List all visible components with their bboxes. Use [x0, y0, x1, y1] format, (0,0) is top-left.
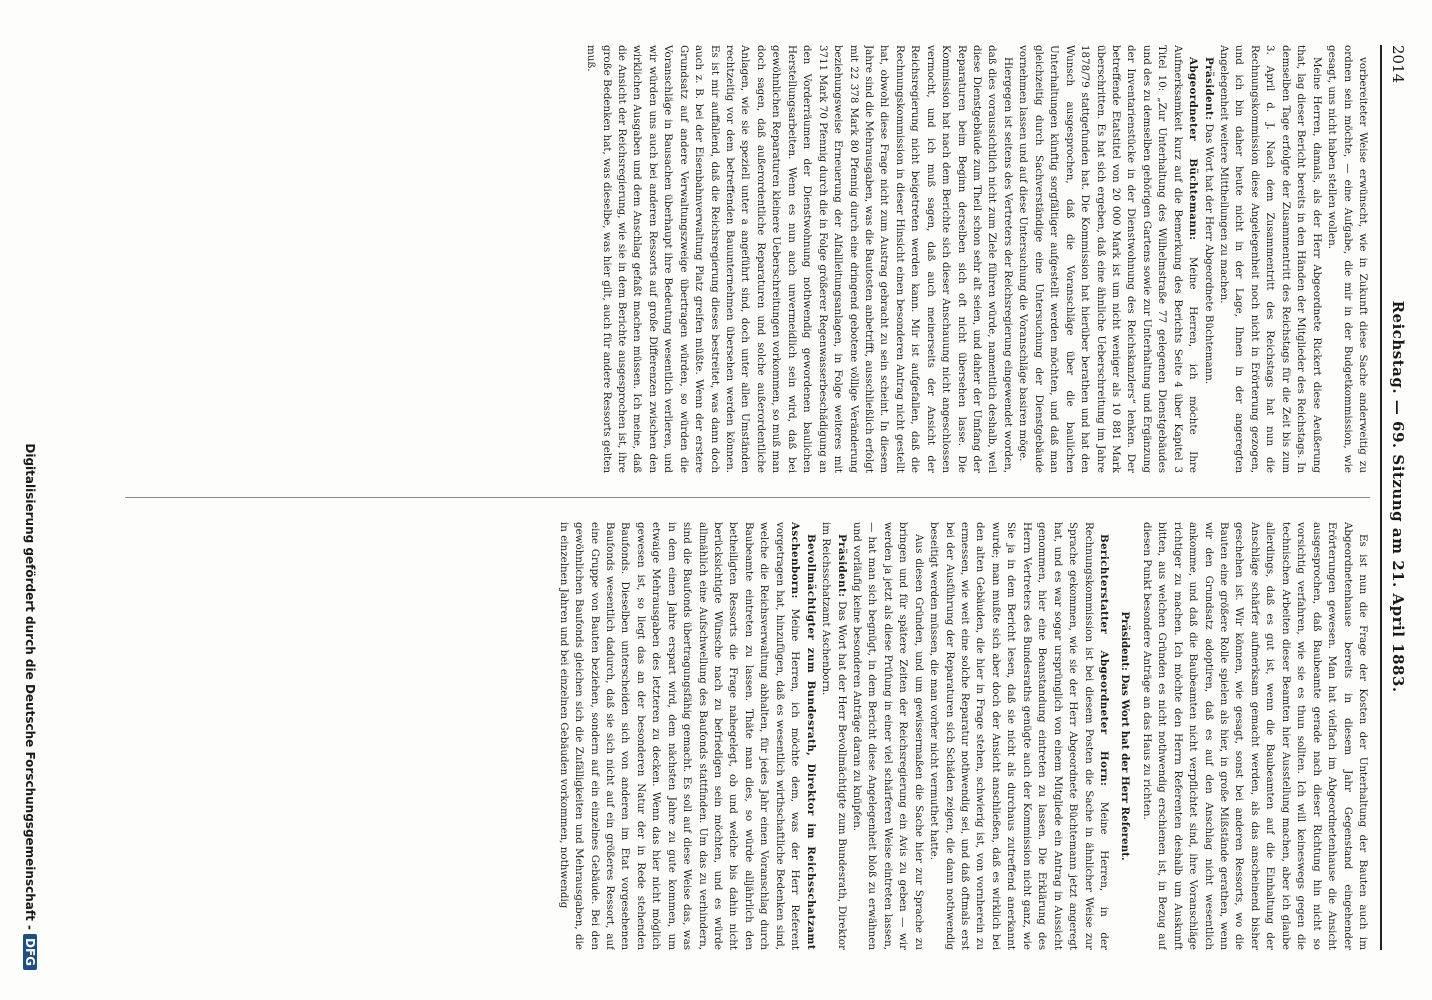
digitization-credit — [23, 0, 37, 1000]
speaker-paragraph — [818, 522, 849, 950]
speaker-paragraph — [1015, 45, 1200, 473]
paragraph: Meine Herren, damals, als der Herr Abgeordnete Rickert diese Aeußerung that, lag dieser Bericht bereits in den Händen der Mitglieder des Reichstags. In demselben Tage erfolgte der Zusammentritt des Reichstags für die Zeit bis zum 3. April d. J. Nach dem Zusammentritt des Reichstags hat nun die Rechnungskommission diese Angelegenheit noch nicht in Erörterung gezogen, und ich bin daher heute nicht in der Lage, Ihnen in der angeregten Angelegenheit weitere Mittheilungen zu machen. — [1218, 45, 1323, 473]
column-divider — [125, 497, 1370, 498]
speaker-paragraph — [1200, 45, 1215, 473]
speaker-paragraph — [555, 522, 817, 950]
speech-text: Meine Herren, ich möchte Ihre Aufmerksamkeit kurz auf die Bemerkung des Berichts Seite 4 über Kapitel 3 Titel 10: „Zur Unterhaltung des Wilhelmstraße 77 gelegenen Dienstgebäudes und des zu demselben gehörigen Gartens sowie zur Unterhaltung und Ergänzung der Inventarienstücke in der Dienstwohnung des Reichskanzlers“ lenken. Der betreffende Etatstitel von 20 000 Mark ist um nicht weniger als 10 881 Mark überschritten. Es hat sich ergeben, daß eine ähnliche Ueberschreitung im Jahre 1878/79 stattgefunden hat. Die Kommission hat hierüber berathen und hat den Wunsch ausgesprochen, daß die Voranschläge über die baulichen Unterhaltungen künftig sorgfältiger aufgestellt werden möchten, und daß man gleichzeitig durch Sachverständige eine Untersuchung der Dienstgebäude vornehmen lassen und auf diese Untersuchung die Voranschläge basiren möge. — [1017, 45, 1200, 473]
speech-text: Meine Herren, ich möchte dem, was der Herr Referent vorgetragen hat, hinzufügen, daß es wesentlich wirthschaftliche Bedenken sind, welche die Reichsverwaltung abhalten, für jedes Jahr einen Voranschlag durch Baubeamte eintreten zu lassen. Thäte man dies, so würde alljährlich den betheiligten Ressorts die Frage nahegelegt, ob und welche bis dahin nicht berücksichtigte Wünsche nach zu befriedigen sein möchten, und es würde allmählich eine Aufschwellung des Baufonds stattfinden. Um das zu verhindern, sind die Baufonds übertragungsfähig gemacht. Es soll auf diese Weise das, was in dem einen Jahre erspart wird, dem nächsten Jahre zu gute kommen, um etwaige Mehrausgaben des letzteren zu decken. Wenn das hier nicht möglich gewesen ist, so liegt das an der besonderen Natur der in Rede stehenden Baufonds. Dieselben unterscheiden sich von anderen im Etat vorgesehenen Baufonds wesentlich dadurch, daß sie sich nicht auf ein größeres Ressort, auf eine Gruppe von Bauten beziehen, sondern auf ein einzelnes Gebäude. Bei den gewöhnlichen Baufonds gleichen sich die Zufälligkeiten und Mehrausgaben, die in einzelnen Jahren und bei einzelnen Gebäuden vorkommen, nothwendig — [557, 522, 802, 950]
dfg-logo: DFG — [23, 934, 37, 970]
speaker-name: Berichterstatter Abgeordneter Horn: — [1098, 534, 1110, 787]
speech-text: Das Wort hat der Herr Abgeordnete Büchtemann. — [1202, 120, 1215, 385]
paragraph: Hiergegen ist seitens des Vertreters der Reichsregierung eingewendet worden, daß dies voraussichtlich nicht zum Ziele führen würde, namentlich deshalb, weil diese Dienstgebäude zum Theil schon sehr alt seien, und daher der Umfang der Reparaturen beim Beginn derselben sich oft nicht übersehen lasse. Die Kommission hat nach dem Berichte sich dieser Anschauung nicht angeschlossen vermocht, und ich muß sagen, daß auch meinerseits der Ansicht der Reichsregierung nicht beigetreten werden kann. Mir ist aufgefallen, daß die Rechnungskommission in dieser Hinsicht einen besonderen Antrag nicht gestellt hat, obwohl diese Frage nicht zum Austrag gebracht zu sein scheint. In diesem Jahre sind die Mehrausgaben, was die Bautosten anbetrifft, ausschließlich erfolgt mit 22 378 Mark 80 Pfennig durch eine dringend gebotene völlige Veränderung beziehungsweise Erneuerung der Alfallleitungsanlagen, in Folge weiteres mit 3711 Mark 70 Pfennig durch die in Folge größerer Regenwasserbeschädigung an den Vorderräumen der Dienstwohnung nothwendig gewordenen baulichen Herstellungsarbeiten. Wenn es nun auch unvermeidlich sein wird, daß bei gewöhnlichen Reparaturen kleinere Ueberschreitungen vorkommen, so muß man doch sagen, daß außerordentliche Reparaturen und solche außerordentliche Anlagen, wie sie speziell unter a angeführt sind, doch unter allen Umständen rechtzeitig vor dem betreffenden Bauunternehmen übersehen werden können. Es ist mir auffallend, daß die Reichsregierung dieses bestreitet, was dann doch auch z. B. bei der Eisenbahnverwaltung Platz greifen müßte. Wenn der erstere Grundsatz auf andere Verwaltungszweige übertragen würden, so würden die Voranschläge in Bausachen überhaupt ihre Bedeutung wesentlich verlieren, und wir würden uns auch bei anderen Ressorts auf große Differenzen zwischen den wirklichen Ausgaben und dem Anschlag gefaßt machen müssen. Ich meine, daß die Ansicht der Reichsregierung, wie sie in dem Berichte ausgesprochen ist, ihre große Bedenken hat, was dieselbe, was hier gilt, auch für andere Ressorts gelten muß. — [585, 45, 1014, 473]
speaker-paragraph — [926, 522, 1111, 950]
speaker-name: Präsident: — [835, 534, 848, 598]
speech-text: Das Wort hat der Herr Bevollmächtigte zum Bundesrath, Direktor im Reichsschatzamt Aschenborn. — [820, 522, 848, 950]
credit-text: Digitalisierung gefördert durch die Deutsche Forschungsgemeinschaft - — [23, 443, 37, 930]
page-number: 2014 — [1389, 45, 1407, 84]
page-title: Reichstag. — 69. Sitzung am 21. April 1883. — [1389, 300, 1407, 693]
paragraph: Aus diesen Gründen, und um gewissermaßen die Sache hier zur Sprache zu bringen und für spätere Zeiten der Reichsregierung ein Avis zu geben — wir werden ja jetzt als diese Prüfung in einer viel schärferen Weise eintreten lassen, — hat man sich begnügt, in dem Bericht diese Angelegenheit bloß zu erwähnen und vorläufig keine besonderen Anträge daran zu knüpfen. — [851, 522, 925, 950]
speaker-name: Präsident: — [1202, 57, 1215, 121]
paragraph: Es ist nun die Frage der Kosten der Unterhaltung der Bauten auch im Abgeordnetenhause bereits in diesem Jahr Gegenstand eingehender Erörterungen gewesen. Man hat vielfach im Abgeordnetenhause die Ansicht ausgesprochen, daß Baubeamte gerade nach dieser Richtung hin nicht so vorsichtig verfahren, wie sie es thun sollten. Ich will keineswegs gegen die technischen Arbeiten dieser Beamten hier Ausstellung machen, aber ich glaube allerdings, daß es gut ist, wenn die Baubeamten auf die Einhaltung der Anschläge schärfer aufmerksam gemacht werden, als das anscheinend bisher geschehen ist. Wir können, wie gesagt, sonst bei anderen Ressorts, wo die Bauten eine größere Rolle spielen als hier, in große Mißstände gerathen, wenn wir den Grundsatz adoptiren, daß es auf den Anschlag nicht wesentlich ankomme, und daß die Baubeamten nicht verpflichtet sind, ihre Voranschläge richtiger zu machen. Ich möchte den Herrn Referenten deshalb um Auskunft bitten, aus welchen Gründen es nicht nothwendig erschienen ist, in Bezug auf diesen Punkt besondere Anträge an das Haus zu richten. — [1140, 522, 1369, 950]
right-column — [125, 522, 1370, 950]
speaker-name: Bevollmächtigter zum Bundesrath, Direktor im Reichsschatzamt Aschenborn: — [789, 522, 817, 950]
speech-text: Meine Herren, in der Rechnungskommission ist bei diesem Posten die Sache in ähnlicher Weise zur Sprache gekommen, wie sie der Herr Abgeordnete Büchtemann jetzt angeregt hat, und es war sogar ursprünglich von einem Mitgliede ein Antrag in Aussicht genommen, hier eine Beanstandung eintreten zu lassen. Die Erklärung des Herrn Vertreters des Bundesraths genügte auch der Kommission nicht ganz, wie Sie ja in dem Bericht lesen, daß sie nicht als durchaus zutreffend anerkannt wurde; man mußte sich aber doch der Ansicht anschließen, daß es wirklich bei den alten Gebäuden, die hier in Frage stehen, schwierig ist, von vornherein zu ermessen, wie weit eine solche Reparatur nothwendig sei, und daß oftmals erst bei der Ausführung der Reparaturen sich Schäden zeigen, die dann nothwendig beseitigt werden müssen, die man vorher nicht vermuthet hatte. — [928, 522, 1110, 950]
paragraph: vorbereiteter Weise erwünscht, wie in Zukunft diese Sache anderweitig zu ordnen sein möchte, — eine Aufgabe, die mir in der Budgetkommission, wie gesagt, uns nicht haben stellen wollen. — [1326, 45, 1369, 473]
speaker-name: Abgeordneter Büchtemann: — [1187, 57, 1200, 241]
text-columns — [125, 45, 1370, 950]
section-heading: Präsident: Das Wort hat der Herr Referent. — [1119, 611, 1132, 861]
left-column — [125, 45, 1370, 473]
page-header — [1380, 45, 1414, 950]
